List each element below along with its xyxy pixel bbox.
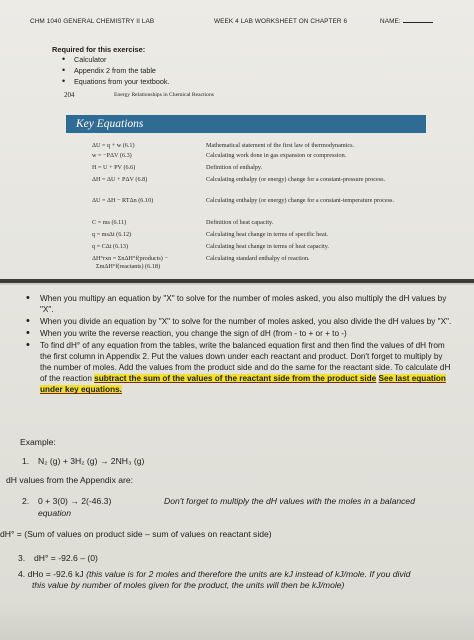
equation-description: Calculating work done in gas expansion or compression. xyxy=(206,152,347,159)
equation: C = ms (6.11) xyxy=(92,219,127,226)
course-title: CHM 1040 GENERAL CHEMISTRY II LAB xyxy=(30,18,155,25)
final-answer xyxy=(18,569,474,580)
instruction-text: To find dH° of any equation from the tables, write the balanced equation first and then find the values of dH from the first column in Appendix 2. Put the values down under each reactant and product. Don't forget to multiply by the number of moles. Add the values from the product side and do the same for the reactant side. To calculate dH of the reaction xyxy=(40,340,451,384)
equation: ΔU = q + w (6.1) xyxy=(92,142,135,149)
step-number: 2. xyxy=(22,496,30,506)
equation-description: Calculating heat change in terms of specific heat. xyxy=(206,231,328,238)
equation-continued: ΣmΔH°f(reactants) (6.18) xyxy=(96,263,160,270)
instruction-item xyxy=(26,340,454,396)
equation: q = msΔt (6.12) xyxy=(92,231,132,238)
dh-formula: dH° = (Sum of values on product side – sum of values on reactant side) xyxy=(0,529,272,539)
equation-description: Definition of enthalpy. xyxy=(206,164,263,171)
final-note-continued: this value by number of moles given for the product, the units will then be kJ/mole) xyxy=(32,580,345,590)
required-item: • Equations from your textbook. xyxy=(62,76,169,87)
equation-description: Calculating standard enthalpy of reaction. xyxy=(206,255,310,262)
equation: H = U + PV (6.6) xyxy=(92,164,136,171)
step-note: Don't forget to multiply the dH values with the moles in a balanced xyxy=(164,496,415,506)
required-list xyxy=(62,54,169,87)
final-note: (this value is for 2 moles and therefore the units are kJ instead of kJ/mole. If you divid xyxy=(83,569,411,579)
required-item: • Calculator xyxy=(62,54,169,65)
book-page-number: 204 xyxy=(64,91,75,99)
equation-description: Calculating enthalpy (or energy) change for a constant-pressure process. xyxy=(206,176,386,183)
step-number: 4. xyxy=(18,569,26,579)
key-equations-title: Key Equations xyxy=(66,115,426,133)
step-number: 3. xyxy=(18,553,26,563)
highlighted-text: See last equation under key equations. xyxy=(40,374,446,395)
equation: w = −PΔV (6.3) xyxy=(92,152,132,159)
equation-description: Definition of heat capacity. xyxy=(206,219,274,226)
name-label: NAME: xyxy=(380,18,401,25)
equation-description: Mathematical statement of the first law of thermodynamics. xyxy=(206,142,355,149)
equation-description: Calculating enthalpy (or energy) change for a constant-temperature process. xyxy=(206,197,395,204)
highlighted-text: subtract the sum of the values of the reactant side from the product side xyxy=(94,374,377,384)
equation: q = CΔt (6.13) xyxy=(92,243,128,250)
dh-values-heading: dH values from the Appendix are: xyxy=(6,475,134,485)
instruction-item: • When you divide an equation by "X" to solve for the number of moles asked, you also divide the dH values by "X". xyxy=(26,316,454,327)
book-chapter-title: Energy Relationships in Chemical Reactions xyxy=(114,92,214,98)
step-note-continued: equation xyxy=(38,508,71,518)
worksheet-title: WEEK 4 LAB WORKSHEET ON CHAPTER 6 xyxy=(214,18,348,25)
equation: ΔU = ΔH − RTΔn (6.10) xyxy=(92,197,154,204)
page-divider-shadow xyxy=(0,283,474,285)
final-value: dHo = -92.6 kJ xyxy=(27,569,84,579)
equation: ΔH = ΔU + PΔV (6.8) xyxy=(92,176,148,183)
equation: ΔH°rxn = ΣnΔH°f(products) − xyxy=(92,255,168,262)
dh-values: 0 + 3(0) → 2(-46.3) xyxy=(38,496,112,506)
equation-description: Calculating heat change in terms of heat capacity. xyxy=(206,243,329,250)
example-label: Example: xyxy=(20,437,56,447)
required-item: • Appendix 2 from the table xyxy=(62,65,169,76)
name-line xyxy=(403,22,433,23)
reaction-equation: N₂ (g) + 3H₂ (g) → 2NH₃ (g) xyxy=(38,456,145,466)
name-field xyxy=(380,18,433,25)
page-shadow xyxy=(0,600,474,640)
required-title: Required for this exercise: xyxy=(52,45,146,54)
instruction-item: • When you write the reverse reaction, you change the sign of dH (from - to + or + to -) xyxy=(26,328,454,339)
step-number: 1. xyxy=(22,456,30,466)
instruction-item: • When you multipy an equation by "X" to solve for the number of moles asked, you also multiply the dH values by "X". xyxy=(26,293,454,315)
instructions-list xyxy=(26,293,454,396)
dh-calculation: dH° = -92.6 – (0) xyxy=(34,553,98,563)
